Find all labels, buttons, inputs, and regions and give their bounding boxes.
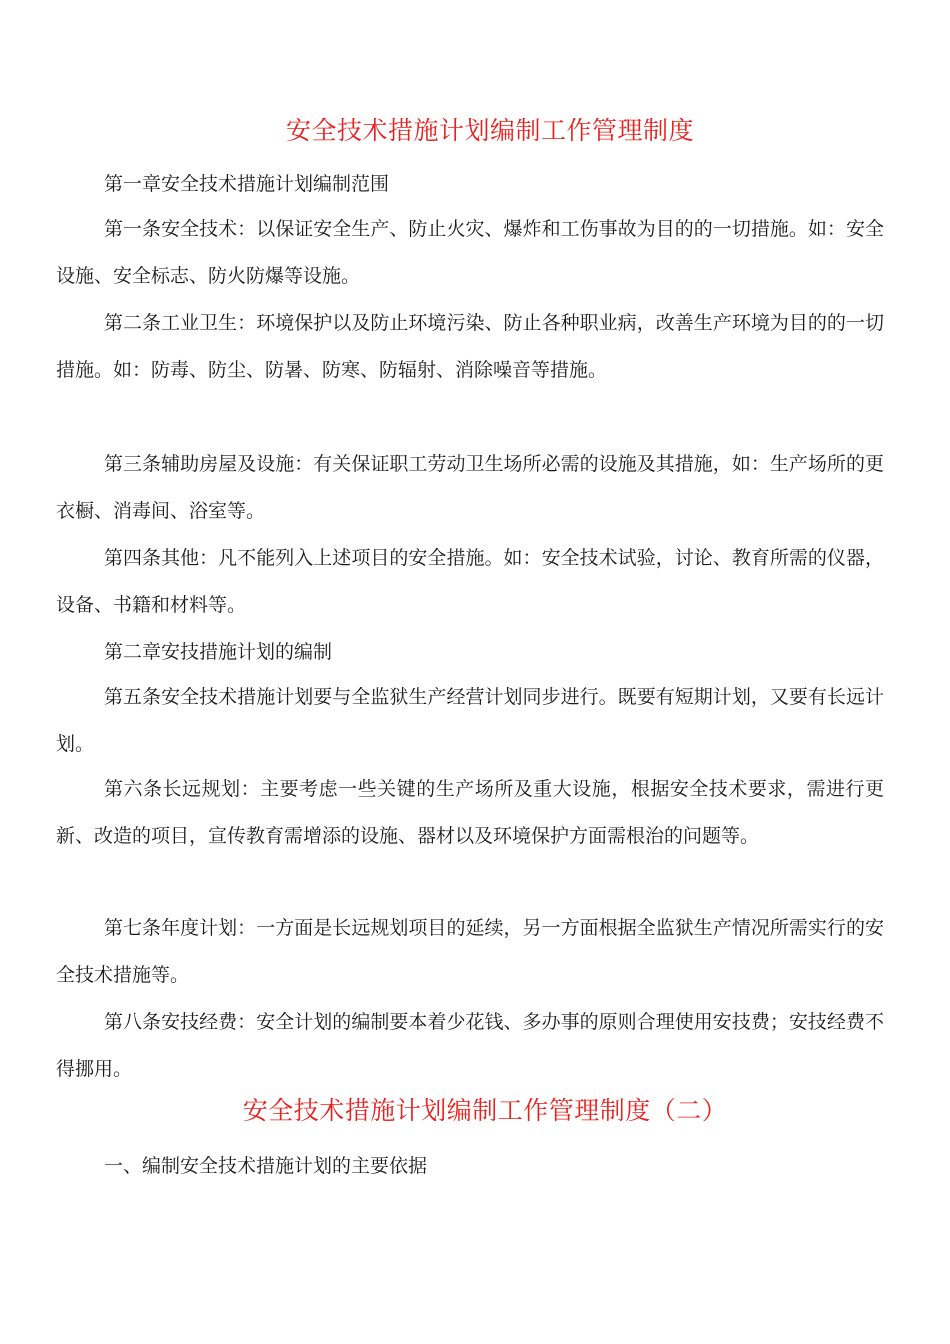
article-1: 第一条安全技术：以保证安全生产、防止火灾、爆炸和工伤事故为目的的一切措施。如：安全设施、安全标志、防火防爆等设施。 bbox=[56, 218, 884, 287]
article-6: 第六条长远规划：主要考虑一些关键的生产场所及重大设施，根据安全技术要求，需进行更新、改造的项目，宣传教育需增添的设施、器材以及环境保护方面需根治的问题等。 bbox=[56, 778, 884, 847]
document-title-2: 安全技术措施计划编制工作管理制度（二） bbox=[242, 1096, 728, 1125]
article-4: 第四条其他：凡不能列入上述项目的安全措施。如：安全技术试验，讨论、教育所需的仪器，设备、书籍和材料等。 bbox=[56, 547, 884, 616]
article-2: 第二条工业卫生：环境保护以及防止环境污染、防止各种职业病，改善生产环境为目的的一切措施。如：防毒、防尘、防暑、防寒、防辐射、消除噪音等措施。 bbox=[56, 312, 884, 381]
chapter-heading-2: 第二章安技措施计划的编制 bbox=[104, 641, 333, 663]
article-5: 第五条安全技术措施计划要与全监狱生产经营计划同步进行。既要有短期计划，又要有长远计划。 bbox=[56, 686, 884, 755]
article-8: 第八条安技经费：安全计划的编制要本着少花钱、多办事的原则合理使用安技费；安技经费不得挪用。 bbox=[56, 1011, 884, 1080]
article-3: 第三条辅助房屋及设施：有关保证职工劳动卫生场所必需的设施及其措施，如：生产场所的更衣橱、消毒间、浴室等。 bbox=[56, 453, 884, 522]
chapter-heading-1: 第一章安全技术措施计划编制范围 bbox=[104, 173, 390, 195]
document-title: 安全技术措施计划编制工作管理制度 bbox=[285, 116, 694, 145]
article-7: 第七条年度计划：一方面是长远规划项目的延续，另一方面根据全监狱生产情况所需实行的安全技术措施等。 bbox=[56, 917, 884, 986]
section-heading-1: 一、编制安全技术措施计划的主要依据 bbox=[104, 1155, 428, 1177]
